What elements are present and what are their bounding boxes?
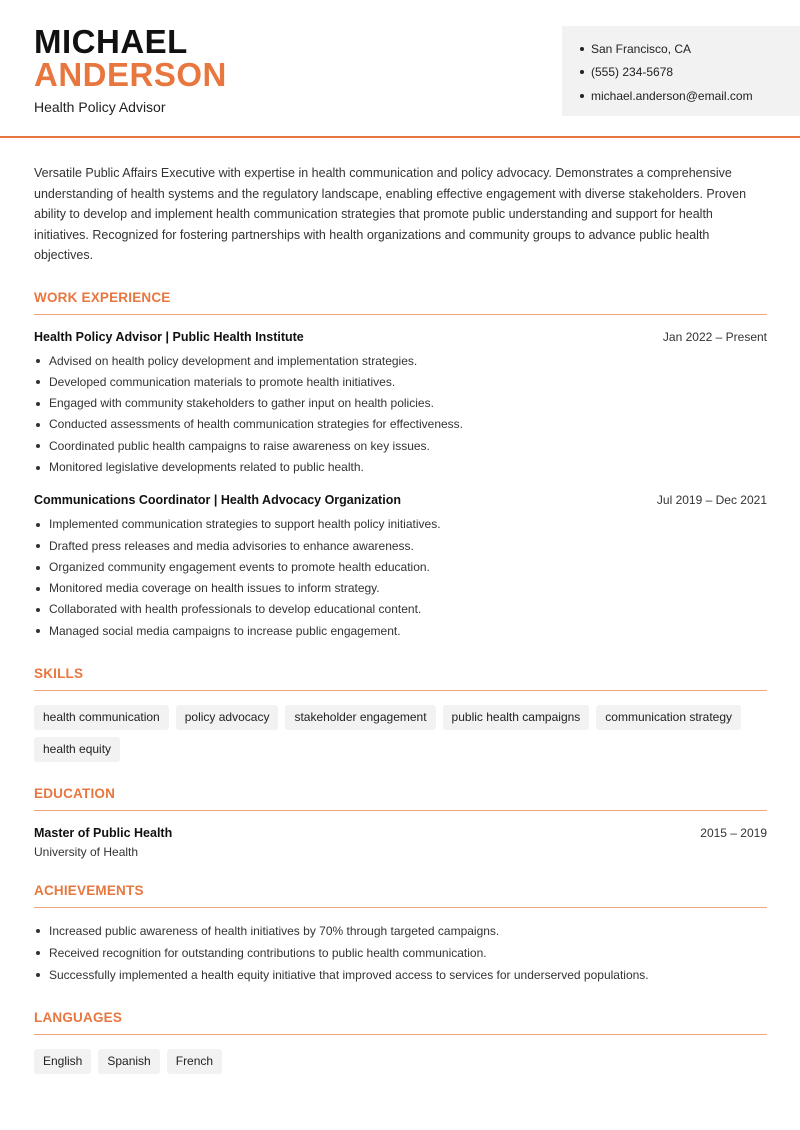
last-name: ANDERSON	[34, 56, 227, 93]
bullet-text: Collaborated with health professionals to develop educational content.	[49, 602, 422, 617]
language-tag: English	[34, 1049, 91, 1074]
skill-tag: health communication	[34, 705, 169, 730]
language-tag: Spanish	[98, 1049, 159, 1074]
bullet-icon	[36, 402, 40, 406]
contact-box	[562, 26, 800, 116]
section-title-achievements: ACHIEVEMENTS	[34, 883, 767, 908]
bullet-text: Engaged with community stakeholders to gather input on health policies.	[49, 396, 434, 411]
section-title-education: EDUCATION	[34, 786, 767, 811]
bullet-item	[34, 351, 767, 372]
location-text: San Francisco, CA	[591, 41, 692, 56]
bullet-item	[34, 457, 767, 478]
language-tag: French	[167, 1049, 222, 1074]
skill-tag: stakeholder engagement	[285, 705, 435, 730]
bullet-icon	[36, 544, 40, 548]
bullet-item	[34, 578, 767, 599]
school-name: University of Health	[34, 845, 139, 860]
bullet-icon	[36, 380, 40, 384]
education-date: 2015 – 2019	[700, 826, 767, 841]
section-title-languages: LANGUAGES	[34, 1010, 767, 1035]
entry-header	[34, 330, 767, 344]
section-title-skills: SKILLS	[34, 666, 767, 691]
degree-title: Master of Public Health	[34, 826, 173, 841]
bullet-text: Advised on health policy development and implementation strategies.	[49, 353, 418, 368]
bullet-text: Implemented communication strategies to support health policy initiatives.	[49, 517, 441, 532]
achievement-list	[34, 920, 767, 986]
bullet-text: Developed communication materials to promote health initiatives.	[49, 374, 396, 389]
skills-tag-list	[34, 705, 767, 762]
entry-date: Jan 2022 – Present	[662, 329, 767, 344]
entry-date: Jul 2019 – Dec 2021	[656, 493, 767, 508]
bullet-item	[34, 372, 767, 393]
email-text: michael.anderson@email.com	[591, 88, 753, 103]
contact-location	[580, 37, 800, 61]
bullet-icon	[36, 973, 40, 977]
bullet-text: Conducted assessments of health communication strategies for effectiveness.	[49, 417, 463, 432]
bullet-item	[34, 436, 767, 457]
section-title-work-experience: WORK EXPERIENCE	[34, 290, 767, 315]
phone-text: (555) 234-5678	[591, 65, 674, 80]
entry-header	[34, 493, 767, 507]
achievement-text: Successfully implemented a health equity initiative that improved access to services for underserved populations.	[49, 968, 649, 983]
bullet-icon	[36, 523, 40, 527]
resume-content	[34, 163, 767, 1074]
bullet-item	[34, 514, 767, 535]
experience-entry	[34, 493, 767, 642]
bullet-icon	[36, 423, 40, 427]
bullet-text: Monitored media coverage on health issues to inform strategy.	[49, 581, 380, 596]
skill-tag: public health campaigns	[443, 705, 590, 730]
skill-tag: policy advocacy	[176, 705, 279, 730]
entry-title: Health Policy Advisor | Public Health Institute	[34, 329, 304, 344]
bullet-icon	[36, 608, 40, 612]
bullet-icon	[36, 929, 40, 933]
bullet-icon	[36, 359, 40, 363]
bullet-icon	[36, 629, 40, 633]
bullet-text: Managed social media campaigns to increase public engagement.	[49, 623, 401, 638]
education-entry	[34, 826, 767, 859]
bullet-text: Monitored legislative developments related to public health.	[49, 459, 364, 474]
contact-phone	[580, 61, 800, 85]
skill-tag: communication strategy	[596, 705, 741, 730]
bullet-list	[34, 351, 767, 479]
languages-tag-list	[34, 1049, 767, 1074]
bullet-icon	[36, 951, 40, 955]
job-title: Health Policy Advisor	[34, 99, 166, 115]
bullet-item	[34, 599, 767, 620]
bullet-item	[34, 557, 767, 578]
entry-title: Communications Coordinator | Health Advocacy Organization	[34, 493, 401, 508]
achievement-item	[34, 920, 767, 942]
bullet-item	[34, 393, 767, 414]
achievement-item	[34, 964, 767, 986]
first-name: MICHAEL	[34, 23, 188, 60]
bullet-icon	[36, 587, 40, 591]
bullet-item	[34, 621, 767, 642]
contact-email	[580, 84, 800, 108]
bullet-text: Coordinated public health campaigns to raise awareness on key issues.	[49, 438, 430, 453]
bullet-icon	[36, 466, 40, 470]
achievement-item	[34, 942, 767, 964]
bullet-text: Drafted press releases and media advisories to enhance awareness.	[49, 538, 414, 553]
bullet-text: Organized community engagement events to promote health education.	[49, 559, 430, 574]
achievement-text: Received recognition for outstanding contributions to public health communication.	[49, 946, 487, 961]
achievement-text: Increased public awareness of health initiatives by 70% through targeted campaigns.	[49, 924, 500, 939]
skill-tag: health equity	[34, 737, 120, 762]
summary-paragraph: Versatile Public Affairs Executive with expertise in health communication and policy advocacy. Demonstrates a comprehensive understanding of health systems and the regulatory landscape, enabling effective engagement with diverse stakeholders. Proven ability to develop and implement health communication strategies that promote public understanding and support for health initiatives. Recognized for fostering partnerships with health organizations and community groups to advance public health objectives.	[34, 166, 747, 262]
bullet-icon	[580, 47, 584, 51]
bullet-list	[34, 514, 767, 642]
bullet-item	[34, 536, 767, 557]
bullet-icon	[580, 94, 584, 98]
entry-header	[34, 826, 767, 840]
bullet-item	[34, 414, 767, 435]
bullet-icon	[36, 444, 40, 448]
bullet-icon	[36, 566, 40, 570]
resume-header	[0, 0, 800, 138]
bullet-icon	[580, 70, 584, 74]
experience-entry	[34, 330, 767, 479]
